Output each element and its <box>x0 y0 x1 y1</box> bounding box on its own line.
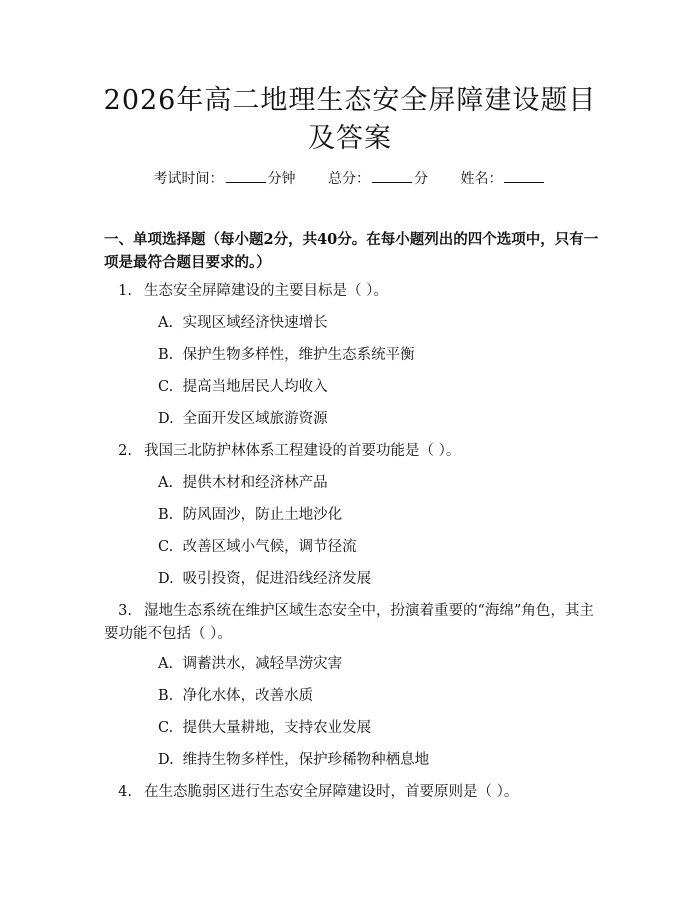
total-score-field <box>328 168 428 189</box>
option-label: A. <box>158 475 174 491</box>
option-text: 防风固沙，防止土地沙化 <box>182 507 343 523</box>
question-number: 2. <box>118 443 132 459</box>
option-label: D. <box>158 752 174 768</box>
question-number: 1. <box>118 283 132 299</box>
option-label: D. <box>158 411 174 427</box>
question-text: 湿地生态系统在维护区域生态安全中，扮演着重要的“海绵”角色，其主要功能不包括（ ）。 <box>104 603 594 642</box>
option-text: 提供大量耕地，支持农业发展 <box>182 720 372 736</box>
total-score-blank <box>372 168 412 183</box>
question-2-option-c <box>158 536 598 558</box>
option-label: B. <box>158 507 174 523</box>
exam-time-unit: 分钟 <box>267 171 296 187</box>
question-2-option-a <box>158 472 598 494</box>
question-3-option-c <box>158 717 598 739</box>
option-label: A. <box>158 315 174 331</box>
option-label: B. <box>158 347 174 363</box>
question-1-option-d <box>158 408 598 430</box>
option-label: D. <box>158 571 174 587</box>
question-text: 我国三北防护林体系工程建设的首要功能是（ ）。 <box>144 443 461 459</box>
question-3-option-b <box>158 685 598 707</box>
option-label: A. <box>158 656 174 672</box>
exam-time-field <box>154 168 296 189</box>
question-1-option-a <box>158 312 598 334</box>
question-2-option-b <box>158 504 598 526</box>
question-1-option-b <box>158 344 598 366</box>
question-2 <box>104 440 604 463</box>
option-text: 提高当地居民人均收入 <box>182 379 328 395</box>
question-2-option-d <box>158 568 598 590</box>
option-text: 净化水体，改善水质 <box>182 688 314 704</box>
student-name-blank <box>504 168 544 183</box>
exam-time-label: 考试时间： <box>153 171 224 187</box>
option-text: 吸引投资，促进沿线经济发展 <box>182 571 372 587</box>
option-text: 保护生物多样性，维护生态系统平衡 <box>182 347 415 363</box>
question-3-option-a <box>158 653 598 675</box>
question-1 <box>104 280 604 303</box>
option-label: C. <box>158 539 174 555</box>
question-text: 生态安全屏障建设的主要目标是（ ）。 <box>144 283 388 299</box>
question-3-option-d <box>158 749 598 771</box>
question-text: 在生态脆弱区进行生态安全屏障建设时，首要原则是（ ）。 <box>144 784 519 800</box>
question-4 <box>104 781 604 804</box>
question-1-option-c <box>158 376 598 398</box>
student-name-field <box>460 168 546 189</box>
question-number: 4. <box>118 784 132 800</box>
total-score-label: 总分： <box>328 171 370 187</box>
exam-time-blank <box>226 168 266 183</box>
option-text: 调蓄洪水，减轻旱涝灾害 <box>182 656 343 672</box>
option-label: B. <box>158 688 174 704</box>
exam-info <box>0 168 700 189</box>
question-3 <box>104 600 604 646</box>
total-score-unit: 分 <box>414 171 428 187</box>
option-text: 维持生物多样性，保护珍稀物种栖息地 <box>182 752 430 768</box>
option-text: 全面开发区域旅游资源 <box>182 411 328 427</box>
section-header: 一、单项选择题（每小题2分，共40分。在每小题列出的四个选项中，只有一项是最符合题目要求的。） <box>104 231 599 271</box>
page-title: 2026年高二地理生态安全屏障建设题目及答案 <box>103 85 597 154</box>
option-label: C. <box>158 720 174 736</box>
option-text: 提供木材和经济林产品 <box>182 475 328 491</box>
question-number: 3. <box>118 603 132 619</box>
student-name-label: 姓名： <box>460 171 503 187</box>
option-text: 改善区域小气候，调节径流 <box>182 539 357 555</box>
option-text: 实现区域经济快速增长 <box>182 315 328 331</box>
option-label: C. <box>158 379 174 395</box>
